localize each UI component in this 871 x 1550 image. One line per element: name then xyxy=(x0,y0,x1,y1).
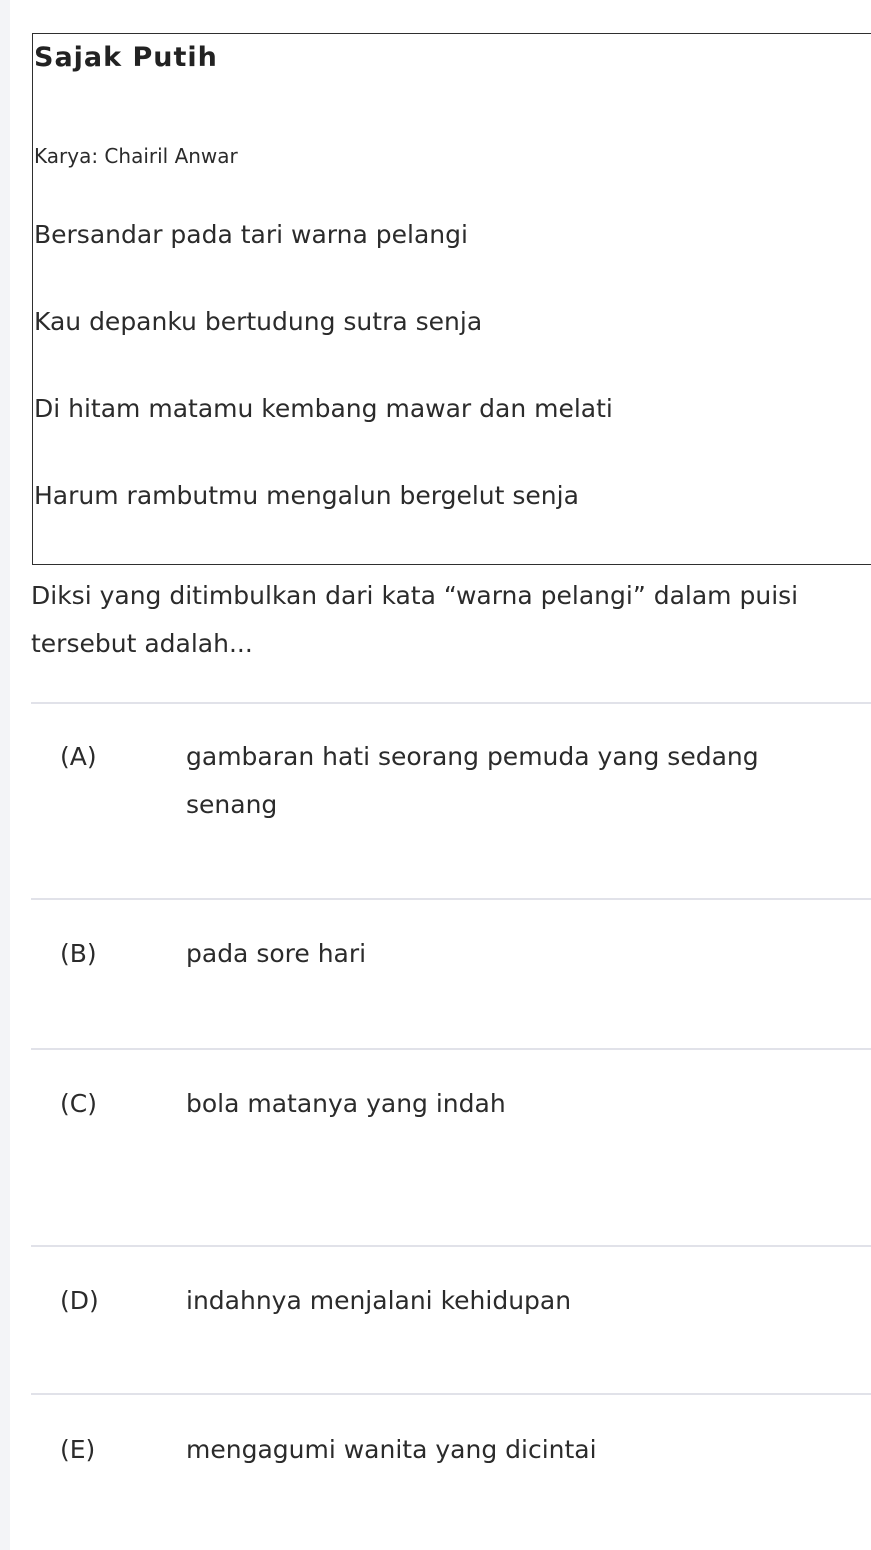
option-letter: (B) xyxy=(60,939,97,968)
option-text: indahnya menjalani kehidupan xyxy=(186,1286,572,1315)
poem-line: Bersandar pada tari warna pelangi xyxy=(34,220,468,249)
question-text: Diksi yang ditimbulkan dari kata “warna pelangi” dalam puisi tersebut adalah... xyxy=(31,581,799,658)
option-letter: (C) xyxy=(60,1089,97,1118)
divider xyxy=(31,1048,871,1050)
option-letter: (D) xyxy=(60,1286,99,1315)
option-text: gambaran hati seorang pemuda yang sedang senang xyxy=(186,742,759,819)
poem-title: Sajak Putih xyxy=(34,42,218,73)
option-text: bola matanya yang indah xyxy=(186,1089,506,1118)
divider xyxy=(31,898,871,900)
poem-line: Kau depanku bertudung sutra senja xyxy=(34,307,483,336)
divider xyxy=(31,1245,871,1247)
divider xyxy=(31,702,871,704)
option-text: pada sore hari xyxy=(186,939,367,968)
poem-line: Harum rambutmu mengalun bergelut senja xyxy=(34,481,579,510)
option-letter: (A) xyxy=(60,742,97,771)
option-letter: (E) xyxy=(60,1435,96,1464)
poem-author: Karya: Chairil Anwar xyxy=(34,144,238,168)
poem-line: Di hitam matamu kembang mawar dan melati xyxy=(34,394,613,423)
option-text: mengagumi wanita yang dicintai xyxy=(186,1435,597,1464)
divider xyxy=(31,1393,871,1395)
left-rail xyxy=(0,0,10,1550)
